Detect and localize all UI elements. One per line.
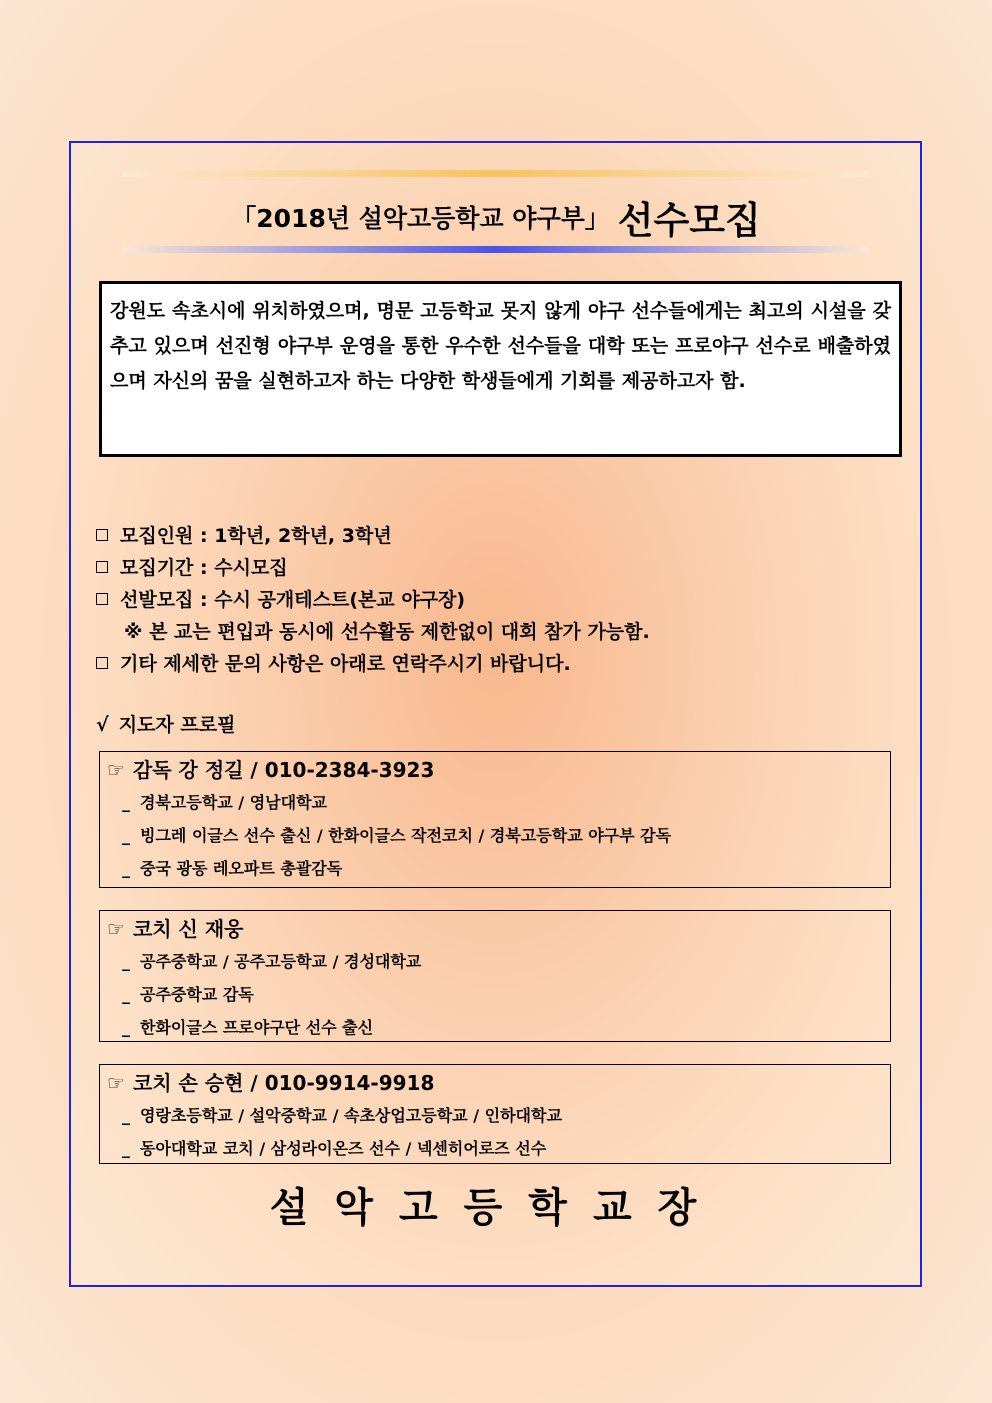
title-top-bar	[122, 170, 868, 177]
principal-signature: 설악고등학교장	[269, 1185, 723, 1231]
pointing-hand-icon: ☞	[107, 758, 125, 782]
profile-line: _ 중국 광동 레오파트 총괄감독	[122, 859, 343, 878]
recruit-info-list	[96, 520, 650, 680]
profile-line: _ 빙그레 이글스 선수 출신 / 한화이글스 작전코치 / 경북고등학교 야구부 감독	[122, 826, 672, 845]
title-bottom-bar	[122, 246, 868, 253]
title-main: 「2018년 설악고등학교 야구부」	[231, 204, 610, 233]
checkbox-square-icon	[96, 593, 108, 605]
profile-line: _ 동아대학교 코치 / 삼성라이온즈 선수 / 넥센히어로즈 선수	[122, 1139, 547, 1158]
profile-card-coach-son	[99, 1064, 891, 1164]
profile-card-header: ☞ 코치 신 재웅	[107, 917, 244, 941]
checkmark-icon: √	[96, 714, 109, 736]
list-item: 모집기간 : 수시모집	[96, 552, 650, 584]
list-item: 선발모집 : 수시 공개테스트(본교 야구장)	[96, 584, 650, 616]
profile-line: _ 영랑초등학교 / 설악중학교 / 속초상업고등학교 / 인하대학교	[122, 1106, 562, 1125]
title-sub: 선수모집	[617, 199, 761, 242]
checkbox-square-icon	[96, 561, 108, 573]
profile-card-coach-shin	[99, 910, 891, 1042]
profile-heading: √ 지도자 프로필	[96, 714, 236, 736]
intro-box: 강원도 속초시에 위치하였으며, 명문 고등학교 못지 않게 야구 선수들에게는 최고의 시설을 갖추고 있으며 선진형 야구부 운영을 통한 우수한 선수들을 대학 또는 프로야구 선수로 배출하였으며 자신의 꿈을 실현하고자 하는 다양한 학생들에게 기회를 제공하고자 함.	[99, 281, 902, 457]
profile-line: _ 한화이글스 프로야구단 선수 출신	[122, 1018, 374, 1037]
poster-title	[0, 190, 992, 244]
profile-line: _ 공주중학교 / 공주고등학교 / 경성대학교	[122, 952, 422, 971]
profile-line: _ 공주중학교 감독	[122, 985, 254, 1004]
pointing-hand-icon: ☞	[107, 917, 125, 941]
profile-card-head-coach	[99, 751, 891, 888]
pointing-hand-icon: ☞	[107, 1071, 125, 1095]
profile-line: _ 경북고등학교 / 영남대학교	[122, 793, 328, 812]
checkbox-square-icon	[96, 657, 108, 669]
note-text: ※ 본 교는 편입과 동시에 선수활동 제한없이 대회 참가 가능함.	[124, 621, 650, 643]
list-item: 기타 제세한 문의 사항은 아래로 연락주시기 바랍니다.	[96, 648, 650, 680]
profile-card-header: ☞ 코치 손 승현 / 010-9914-9918	[107, 1071, 435, 1095]
checkbox-square-icon	[96, 529, 108, 541]
list-item: 모집인원 : 1학년, 2학년, 3학년	[96, 520, 650, 552]
profile-card-header: ☞ 감독 강 정길 / 010-2384-3923	[107, 758, 435, 782]
